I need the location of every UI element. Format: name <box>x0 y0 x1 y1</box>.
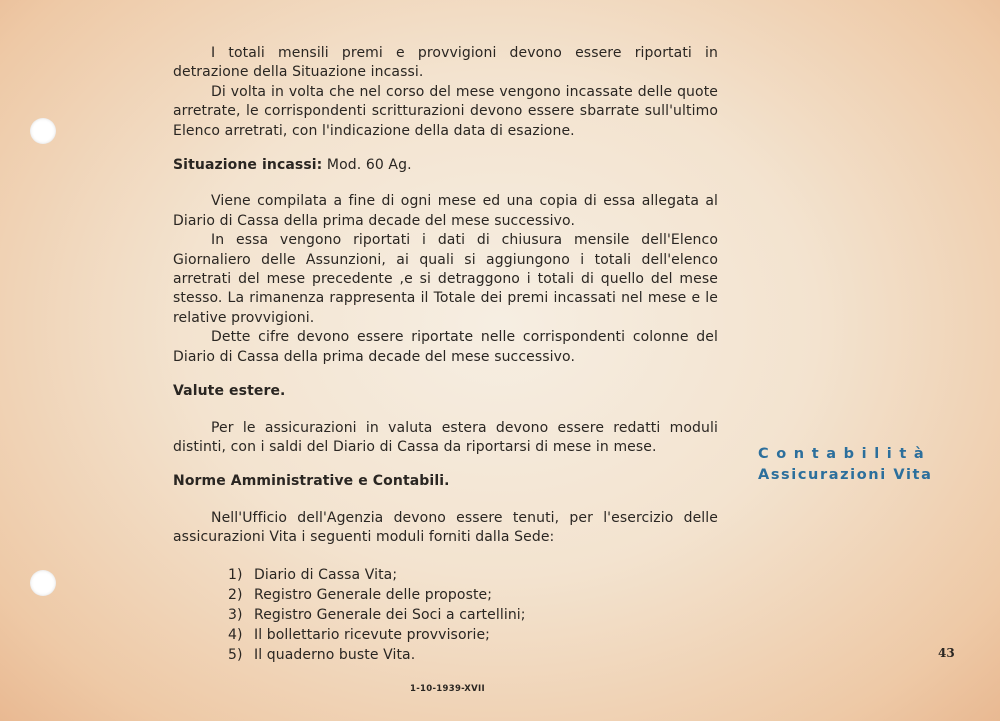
paragraph-situazione-1: Viene compilata a fine di ogni mese ed una copia di essa allegata al Diario di Cassa della prima decade del mese successivo. <box>173 193 718 229</box>
side-title-line-1: Contabilità <box>758 446 932 462</box>
heading-valute-estere <box>173 382 718 401</box>
paragraph-totali: I totali mensili premi e provvigioni devono essere riportati in detrazione della Situazione incassi. <box>173 45 718 81</box>
list-item <box>173 605 718 625</box>
binder-hole-top <box>30 118 56 144</box>
list-item-text: Il bollettario ricevute provvisorie; <box>254 626 490 643</box>
list-item <box>173 625 718 645</box>
list-item-number: 5) <box>228 646 243 663</box>
spacer <box>173 548 718 565</box>
list-item <box>173 645 718 665</box>
paragraph-situazione-2: In essa vengono riportati i dati di chiusura mensile dell'Elenco Giornaliero delle Assunzioni, ai quali si aggiungono i totali dell'elenco arretrati del mese precedente ,e si detraggono i totali di quello del mese stesso. La rimanenza rappresenta il Totale dei premi incassati nel mese e le relative provvigioni. <box>173 232 718 326</box>
heading-valute-label: Valute estere. <box>173 383 286 400</box>
list-item <box>173 565 718 585</box>
list-item-text: Registro Generale delle proposte; <box>254 586 493 603</box>
list-item-text: Registro Generale dei Soci a cartellini; <box>254 606 526 623</box>
side-section-title <box>758 446 932 483</box>
print-date: 1-10-1939-XVII <box>410 684 485 694</box>
page-number: 43 <box>938 646 955 660</box>
heading-situazione-mod: Mod. 60 Ag. <box>322 157 412 174</box>
list-item-text: Il quaderno buste Vita. <box>254 646 416 663</box>
paragraph-quote-arretrate: Di volta in volta che nel corso del mese vengono incassate delle quote arretrate, le corrispondenti scritturazioni devono essere sbarrate sull'ultimo Elenco arretrati, con l'indicazione della data di esazione. <box>173 83 718 139</box>
binder-hole-bottom <box>30 570 56 596</box>
list-item-number: 2) <box>228 586 243 603</box>
heading-norme <box>173 472 718 491</box>
paragraph-norme: Nell'Ufficio dell'Agenzia devono essere tenuti, per l'esercizio delle assicurazioni Vita i seguenti moduli forniti dalla Sede: <box>173 509 718 546</box>
heading-situazione-label: Situazione incassi: <box>173 157 323 174</box>
paragraph-valute: Per le assicurazioni in valuta estera devono essere redatti moduli distinti, con i saldi del Diario di Cassa da riportarsi di mese in mese. <box>173 419 718 455</box>
list-item-number: 3) <box>228 606 243 623</box>
side-title-line-2: Assicurazioni Vita <box>758 467 933 483</box>
list-item-number: 1) <box>228 566 243 583</box>
body-text <box>173 44 718 665</box>
moduli-list <box>173 565 718 665</box>
heading-norme-label: Norme Amministrative e Contabili. <box>173 473 450 490</box>
paragraph-situazione-3: Dette cifre devono essere riportate nelle corrispondenti colonne del Diario di Cassa della prima decade del mese successivo. <box>173 329 718 365</box>
list-item-number: 4) <box>228 626 243 643</box>
list-item <box>173 585 718 605</box>
heading-situazione-incassi <box>173 156 718 175</box>
list-item-text: Diario di Cassa Vita; <box>254 566 398 583</box>
